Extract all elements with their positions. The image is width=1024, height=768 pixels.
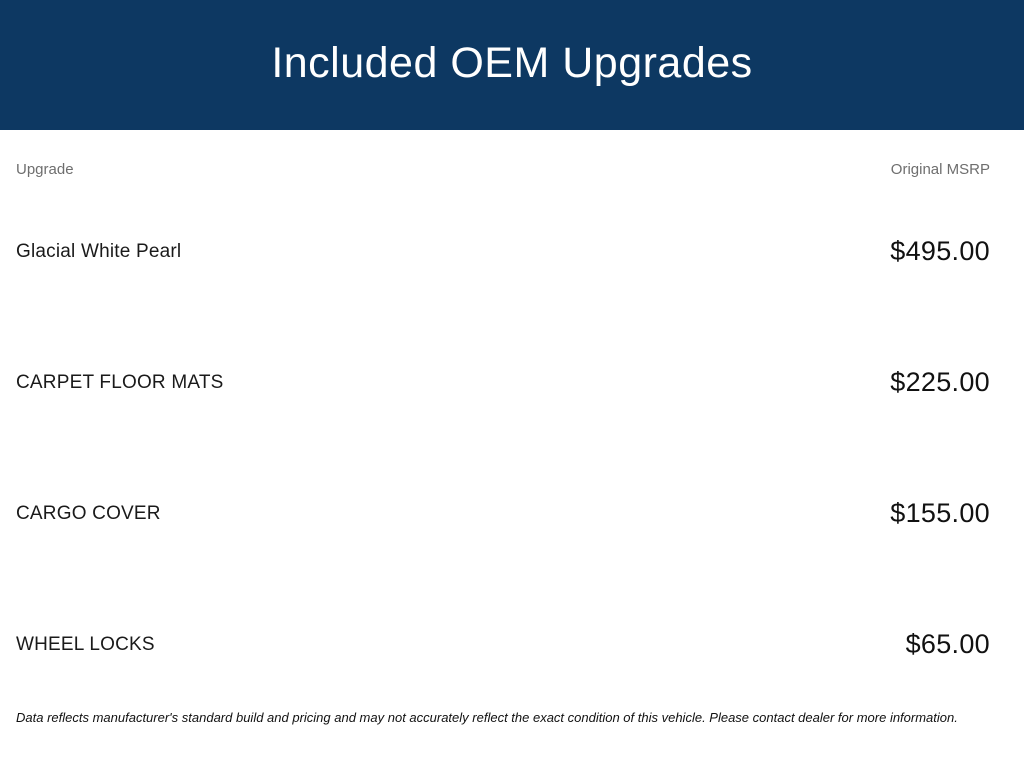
table-row: [16, 317, 990, 448]
upgrade-msrp: $225.00: [890, 367, 990, 397]
table-row: [16, 579, 990, 710]
upgrade-name: CARPET FLOOR MATS: [16, 371, 224, 393]
column-header-original-msrp: Original MSRP: [890, 161, 990, 178]
upgrade-name: WHEEL LOCKS: [16, 633, 155, 655]
table-row: [16, 186, 990, 317]
upgrades-table: [0, 162, 1024, 726]
upgrade-msrp: $495.00: [890, 236, 990, 266]
disclaimer-text: Data reflects manufacturer's standard build and pricing and may not accurately reflect the exact condition of this vehicle. Please contact dealer for more information.: [16, 710, 958, 725]
table-row: [16, 448, 990, 579]
table-header-row: [16, 162, 990, 178]
table-body: [16, 186, 990, 710]
header-banner: [0, 0, 1024, 130]
column-header-upgrade: Upgrade: [16, 161, 74, 178]
upgrade-msrp: $155.00: [890, 498, 990, 528]
upgrade-name: CARGO COVER: [16, 502, 161, 524]
upgrade-name: Glacial White Pearl: [16, 240, 182, 262]
upgrade-msrp: $65.00: [905, 629, 990, 659]
page-title: Included OEM Upgrades: [271, 38, 753, 87]
